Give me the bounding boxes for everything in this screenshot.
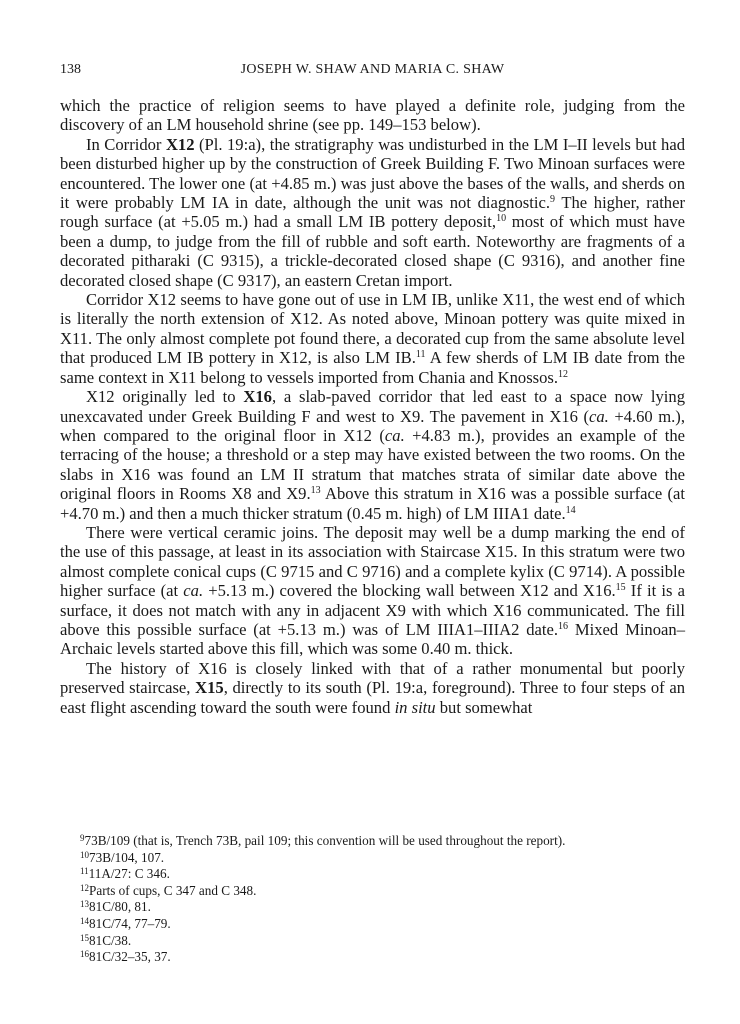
text-run: There were vertical ceramic joins. The deposit may well be a dump marking the end of the use of this passage, at least in its association with Staircase X15. In this stratum were two almost complete conical cups (C 9715 and C 9716) and a complete kylix (C 9714). A possible higher surface (at [60, 522, 685, 601]
footnotes [60, 833, 685, 966]
italic-text: ca. [589, 406, 609, 426]
footnote-ref: 16 [558, 620, 569, 632]
paragraph [60, 523, 685, 659]
paragraph [60, 96, 685, 135]
running-head: JOSEPH W. SHAW AND MARIA C. SHAW [240, 62, 505, 77]
text-run: X12 originally led to [86, 387, 244, 407]
footnote-ref: 9 [549, 194, 555, 206]
footnote-number: 9 [80, 833, 85, 843]
text-run: Corridor X12 seems to have gone out of use in LM IB, unlike X11, the west end of which is literally the north extension of X12. As noted above, Minoan pottery was quite mixed in X11. The only almost complete pot found there, a decorated cup from the same absolute level that produced LM IB pottery in X12, is also LM IB. [60, 290, 685, 368]
text-run: A few sherds of LM IB date from the same context in X11 belong to vessels imported from Chania and Knossos. [60, 348, 685, 387]
text-run: +4.60 m.), when compared to the original floor in X12 ( [60, 406, 685, 445]
text-run: If it is a surface, it does not match with any in adjacent X9 with which X16 communicated. The fill above this possible surface (at +5.13 m.) was of LM IIIA1–IIIA2 date. [60, 581, 685, 639]
footnote-ref: 11 [415, 349, 426, 361]
footnote [60, 883, 685, 900]
footnote-number: 13 [80, 899, 89, 910]
italic-text: ca. [183, 581, 204, 601]
footnote-text: 11A/27: C 346. [88, 866, 170, 882]
footnote-text: 81C/38. [89, 932, 132, 948]
footnote-ref: 10 [496, 213, 507, 225]
paragraph [60, 290, 685, 387]
text-run: (Pl. 19:a), the stratigraphy was undisturbed in the LM I–II levels but had been disturbed higher up by the construction of Greek Building F. Two Minoan surfaces were encountered. The lower one (at +4.85 m.) was just above the bases of the walls, and sherds on it were probably LM IA in date, although the unit was not diagnostic. [60, 134, 685, 213]
footnote [60, 916, 685, 933]
footnote [60, 899, 685, 916]
text-run: most of which must have been a dump, to judge from the fill of rubble and soft earth. Noteworthy are fragments of a decorated pitharaki (C 9315), a trickle-decorated closed shape (C 9316), and another fine decorated closed shape (C 9317), an eastern Cretan import. [60, 212, 685, 290]
footnote-text: 73B/104, 107. [89, 849, 165, 865]
text-run: which the practice of religion seems to have played a definite role, judging from the discovery of an LM household shrine (see pp. 149–153 below). [60, 96, 685, 135]
footnote-number: 14 [80, 915, 89, 926]
text-run: Above this stratum in X16 was a possible surface (at +4.70 m.) and then a much thicker stratum (0.45 m. high) of LM IIIA1 date. [60, 484, 685, 523]
text-run: +4.83 m.), provides an example of the terracing of the house; a threshold or a step may have existed between the two rooms. On the slabs in X16 was found an LM II stratum that matches strata of similar date above the original floors in Rooms X8 and X9. [60, 425, 686, 504]
footnote-text: 81C/80, 81. [89, 899, 151, 915]
text-run: , directly to its south (Pl. 19:a, foreground). Three to four steps of an east flight ascending toward the south were found [60, 678, 685, 717]
text-run: +5.13 m.) covered the blocking wall between X12 and X16. [203, 581, 616, 601]
paragraph [60, 659, 685, 717]
footnote-ref: 13 [310, 485, 321, 497]
footnote [60, 850, 685, 867]
room-label: X12 [165, 134, 195, 154]
text-run: but somewhat [435, 697, 533, 717]
footnote [60, 933, 685, 950]
footnote [60, 833, 685, 850]
footnote-number: 16 [80, 949, 89, 960]
footnote-ref: 14 [565, 504, 576, 516]
text-run: The history of X16 is closely linked with that of a rather monumental but poorly preserved staircase, [60, 658, 685, 698]
paragraph [60, 135, 685, 290]
text-run: , a slab-paved corridor that led east to a space now lying unexcavated under Greek Building F and west to X9. The pavement in X16 ( [60, 387, 685, 426]
italic-text: ca. [384, 425, 405, 445]
page-number: 138 [60, 62, 81, 77]
footnote-number: 12 [80, 882, 89, 893]
footnote [60, 866, 685, 883]
italic-text: in situ [394, 697, 436, 717]
footnote-text: Parts of cups, C 347 and C 348. [89, 882, 257, 898]
text-run: The higher, rather rough surface (at +5.05 m.) had a small LM IB pottery deposit, [60, 193, 685, 232]
footnote [60, 949, 685, 966]
footnote-text: 81C/74, 77–79. [89, 915, 171, 931]
paragraph [60, 387, 685, 523]
footnote-text: 81C/32–35, 37. [89, 949, 171, 965]
footnote-number: 15 [80, 932, 89, 943]
footnote-text: 73B/109 (that is, Trench 73B, pail 109; this convention will be used throughout the report). [84, 833, 566, 848]
text-run: In Corridor [86, 134, 166, 154]
room-label: X16 [243, 387, 272, 407]
footnote-number: 10 [80, 849, 89, 860]
footnote-ref: 15 [615, 582, 626, 594]
room-label: X15 [195, 678, 224, 698]
footnote-number: 11 [80, 866, 89, 877]
footnote-ref: 12 [558, 368, 569, 380]
body-text [60, 96, 685, 717]
page-header [60, 62, 685, 84]
text-run: Mixed Minoan–Archaic levels started above this fill, which was some 0.40 m. thick. [60, 619, 685, 659]
